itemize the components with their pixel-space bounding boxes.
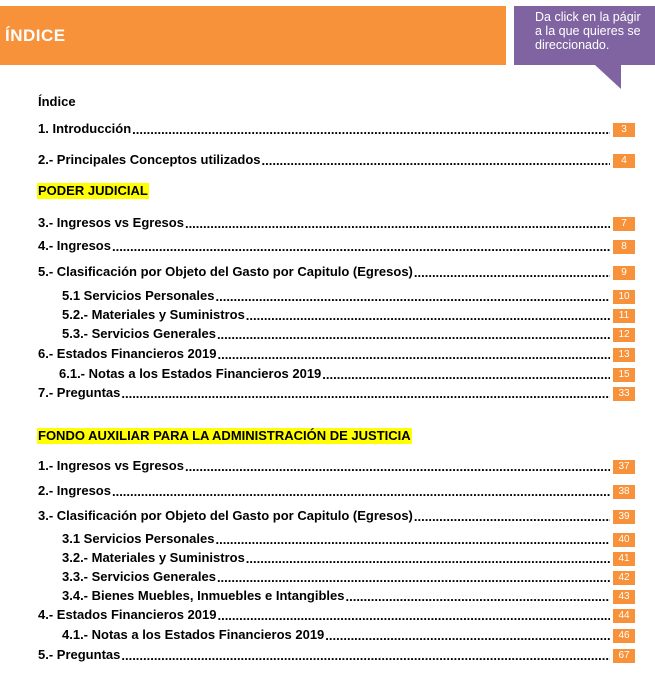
toc-leader-dots <box>121 649 610 663</box>
toc-leader-dots <box>215 290 610 304</box>
toc-entry-label: 1.- Ingresos vs Egresos <box>38 458 184 473</box>
toc-entry[interactable] <box>38 264 635 280</box>
toc-entry[interactable] <box>62 550 635 566</box>
toc-entry[interactable] <box>62 569 635 585</box>
toc-leader-dots <box>185 460 610 474</box>
page-number-badge: 42 <box>613 571 635 585</box>
toc-entry-label: 4.- Ingresos <box>38 238 111 253</box>
toc-entry[interactable] <box>59 366 635 382</box>
toc-leader-dots <box>414 266 610 280</box>
page-number-badge: 3 <box>613 123 635 137</box>
toc-entry[interactable] <box>62 326 635 342</box>
toc-entry[interactable] <box>62 531 635 547</box>
toc-entry[interactable] <box>38 152 635 168</box>
page-number-badge: 67 <box>613 649 635 663</box>
toc-entry-label: 5.- Clasificación por Objeto del Gasto por Capitulo (Egresos) <box>38 264 413 279</box>
toc-entry[interactable] <box>38 508 635 524</box>
toc-entry[interactable] <box>38 483 635 499</box>
hint-line: Da click en la págir <box>535 10 641 24</box>
toc-entry-label: 1. Introducción <box>38 121 132 136</box>
section-title: FONDO AUXILIAR PARA LA ADMINISTRACIÓN DE JUSTICIA <box>38 428 411 443</box>
page-number-badge: 13 <box>613 348 635 362</box>
toc-leader-dots <box>185 217 610 231</box>
toc-entry-label: 4.- Estados Financieros 2019 <box>38 607 217 622</box>
toc-leader-dots <box>246 552 610 566</box>
section-title: PODER JUDICIAL <box>38 183 148 198</box>
page-number-badge: 33 <box>613 387 635 401</box>
page-number-badge: 4 <box>613 154 635 168</box>
page-number-badge: 41 <box>613 552 635 566</box>
toc-entry[interactable] <box>38 215 635 231</box>
toc-leader-dots <box>414 510 610 524</box>
hint-line: direccionado. <box>535 38 610 52</box>
toc-entry[interactable] <box>38 385 635 401</box>
toc-entry-label: 5.3.- Servicios Generales <box>62 326 216 341</box>
toc-leader-dots <box>322 368 610 382</box>
toc-entry-label: 2.- Principales Conceptos utilizados <box>38 152 261 167</box>
page-number-badge: 9 <box>613 266 635 280</box>
toc-leader-dots <box>262 154 611 168</box>
page-number-badge: 46 <box>613 629 635 643</box>
toc-entry-label: 5.1 Servicios Personales <box>62 288 215 303</box>
toc-entry-label: 3.- Clasificación por Objeto del Gasto por Capitulo (Egresos) <box>38 508 413 523</box>
toc-entry[interactable] <box>62 588 635 604</box>
hint-callout-pointer <box>595 65 621 89</box>
header-title: ÍNDICE <box>5 26 66 45</box>
page-number-badge: 39 <box>613 510 635 524</box>
header-banner <box>0 6 506 65</box>
toc-heading: Índice <box>38 94 76 109</box>
toc-entry[interactable] <box>62 307 635 323</box>
toc-leader-dots <box>112 240 610 254</box>
toc-entry[interactable] <box>38 346 635 362</box>
toc-entry-label: 4.1.- Notas a los Estados Financieros 2019 <box>62 627 325 642</box>
toc-entry-label: 3.2.- Materiales y Suministros <box>62 550 245 565</box>
toc-leader-dots <box>121 387 610 401</box>
hint-line: a la que quieres se <box>535 24 641 38</box>
toc-leader-dots <box>325 629 610 643</box>
toc-entry-label: 7.- Preguntas <box>38 385 121 400</box>
hint-callout-text <box>535 10 655 52</box>
page-number-badge: 44 <box>613 609 635 623</box>
page-number-badge: 43 <box>613 590 635 604</box>
toc-entry-label: 3.1 Servicios Personales <box>62 531 215 546</box>
toc-leader-dots <box>217 328 610 342</box>
toc-entry-label: 5.- Preguntas <box>38 647 121 662</box>
page-number-badge: 8 <box>613 240 635 254</box>
toc-entry[interactable] <box>38 607 635 623</box>
toc-leader-dots <box>217 609 610 623</box>
toc-entry-label: 6.- Estados Financieros 2019 <box>38 346 217 361</box>
toc-leader-dots <box>132 123 610 137</box>
toc-entry[interactable] <box>62 288 635 304</box>
page-number-badge: 40 <box>613 533 635 547</box>
toc-entry-label: 3.3.- Servicios Generales <box>62 569 216 584</box>
toc-entry[interactable] <box>38 238 635 254</box>
toc-leader-dots <box>345 590 610 604</box>
page-number-badge: 12 <box>613 328 635 342</box>
page-number-badge: 7 <box>613 217 635 231</box>
page-number-badge: 37 <box>613 460 635 474</box>
toc-entry-label: 3.4.- Bienes Muebles, Inmuebles e Intangibles <box>62 588 345 603</box>
toc-leader-dots <box>246 309 610 323</box>
page-number-badge: 38 <box>613 485 635 499</box>
toc-entry-label: 5.2.- Materiales y Suministros <box>62 307 245 322</box>
toc-entry-label: 2.- Ingresos <box>38 483 111 498</box>
page-number-badge: 10 <box>613 290 635 304</box>
page-number-badge: 15 <box>613 368 635 382</box>
toc-leader-dots <box>215 533 610 547</box>
page-number-badge: 11 <box>613 309 635 323</box>
toc-entry-label: 3.- Ingresos vs Egresos <box>38 215 184 230</box>
toc-entry[interactable] <box>38 458 635 474</box>
toc-entry-label: 6.1.- Notas a los Estados Financieros 2019 <box>59 366 322 381</box>
toc-entry[interactable] <box>62 627 635 643</box>
toc-leader-dots <box>217 571 610 585</box>
toc-entry[interactable] <box>38 647 635 663</box>
toc-leader-dots <box>217 348 610 362</box>
toc-leader-dots <box>112 485 610 499</box>
toc-entry[interactable] <box>38 121 635 137</box>
